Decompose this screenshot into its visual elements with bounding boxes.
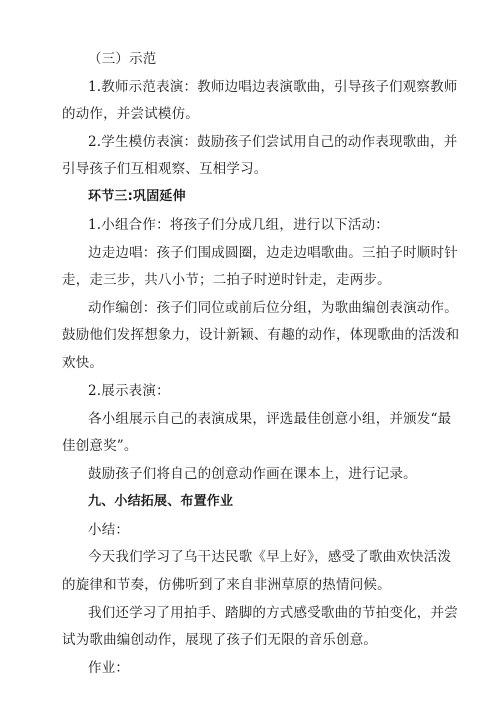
section-heading-demo: （三）示范: [88, 51, 157, 67]
paragraph-line: 各小组展示自己的表演成果，评选最佳创意小组，并颁发“最: [88, 411, 452, 427]
paragraph-line: 1.小组合作：将孩子们分成几组，进行以下活动：: [88, 217, 389, 233]
paragraph-line: 1.教师示范表演：教师边唱边表演歌曲，引导孩子们观察教师: [88, 79, 458, 95]
paragraph-line: 2.学生模仿表演：鼓励孩子们尝试用自己的动作表现歌曲，并: [88, 134, 458, 150]
paragraph-line: 作业：: [88, 660, 130, 676]
paragraph-line: 鼓励孩子们将自己的创意动作画在课本上，进行记录。: [88, 466, 417, 482]
paragraph-line: 的动作，并尝试模仿。: [62, 106, 199, 122]
paragraph-line: 今天我们学习了乌干达民歌《早上好》，感受了歌曲欢快活泼: [88, 549, 452, 565]
paragraph-line: 试为歌曲编创动作，展现了孩子们无限的音乐创意。: [62, 632, 378, 648]
paragraph-line: 我们还学习了用拍手、踏脚的方式感受歌曲的节拍变化，并尝: [88, 605, 458, 621]
paragraph-line: 边走边唱：孩子们围成圆圈，边走边唱歌曲。三拍子时顺时针: [88, 245, 458, 261]
paragraph-line: 动作编创：孩子们同位或前后位分组，为歌曲编创表演动作。: [88, 300, 458, 316]
section-heading-summary: 九、小结拓展、布置作业: [88, 494, 234, 509]
paragraph-line: 走，走三步，共八小节；二拍子时逆时针走，走两步。: [62, 272, 391, 288]
paragraph-line: 欢快。: [62, 355, 104, 371]
paragraph-line: 鼓励他们发挥想象力，设计新颖、有趣的动作，体现歌曲的活泼和: [62, 327, 460, 343]
paragraph-line: 佳创意奖”。: [62, 438, 138, 454]
paragraph-line: 小结：: [88, 522, 130, 538]
section-heading-step-three: 环节三:巩固延伸: [88, 189, 186, 204]
paragraph-line: 的旋律和节奏，仿佛听到了来自非洲草原的热情问候。: [62, 577, 391, 593]
paragraph-line: 引导孩子们互相观察、互相学习。: [62, 161, 268, 177]
paragraph-line: 2.展示表演：: [88, 383, 170, 399]
